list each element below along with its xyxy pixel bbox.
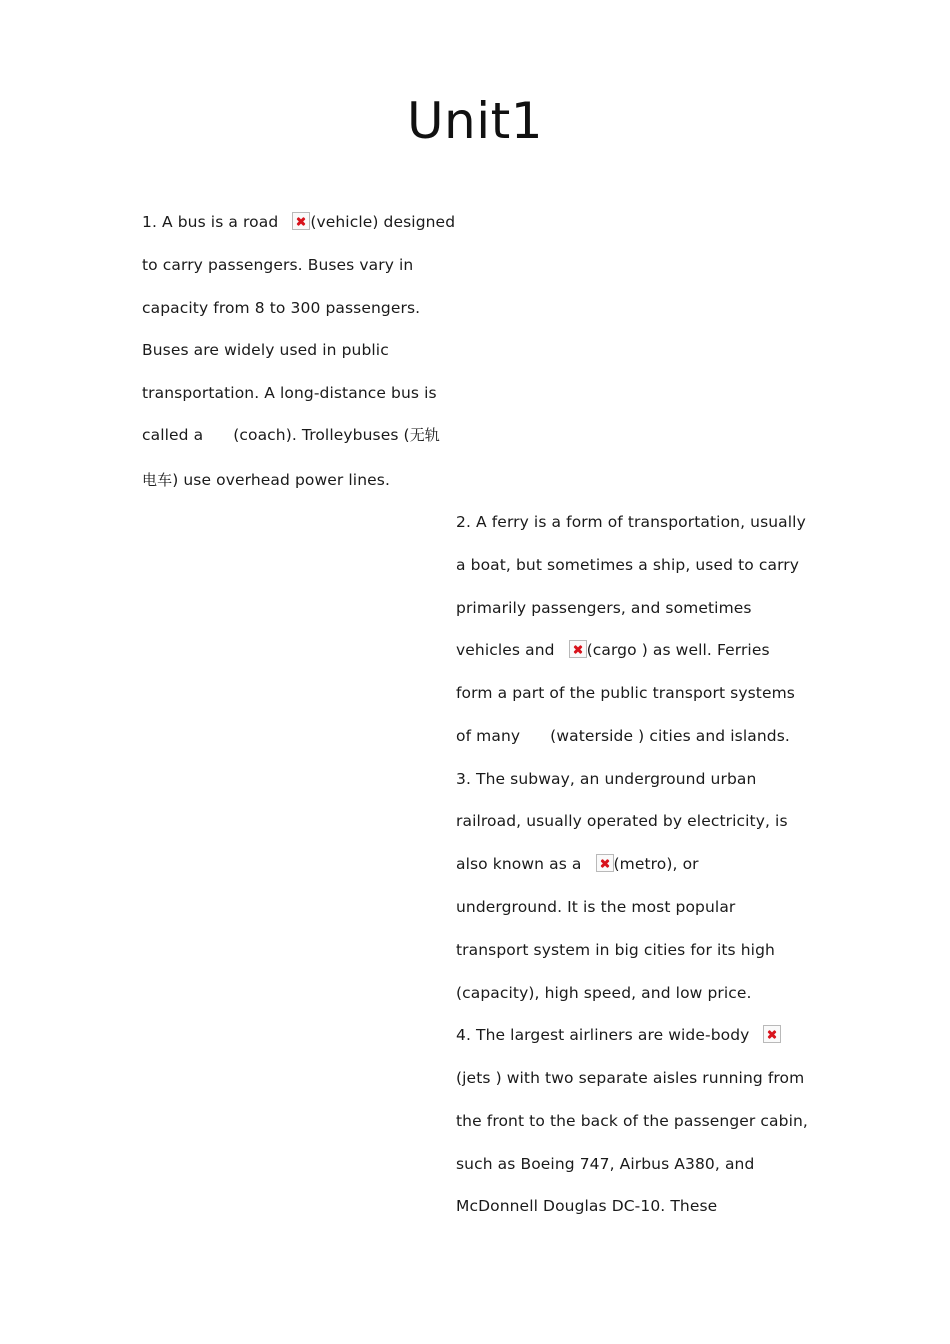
p3-line-4: underground. It is the most popular xyxy=(456,898,736,916)
p2-text: (waterside ) cities and islands. xyxy=(550,727,790,745)
p2-line-1: 2. A ferry is a form of transportation, usually xyxy=(456,513,806,531)
p1-text: called a xyxy=(142,426,204,444)
p3-text: (metro), or xyxy=(613,855,699,873)
p1-line-1 xyxy=(142,212,455,232)
p2-line-4 xyxy=(456,640,770,660)
p1-text: (coach). Trolleybuses ( xyxy=(233,426,410,444)
p4-line-5: McDonnell Douglas DC-10. These xyxy=(456,1197,718,1215)
p2-text: (cargo ) as well. Ferries xyxy=(586,641,770,659)
p2-line-3: primarily passengers, and sometimes xyxy=(456,599,752,617)
p2-line-5: form a part of the public transport systems xyxy=(456,684,795,702)
p4-line-2: (jets ) with two separate aisles running from xyxy=(456,1069,805,1087)
page-title: Unit1 xyxy=(406,92,544,150)
p3-line-3 xyxy=(456,854,699,874)
p1-text: ) use overhead power lines. xyxy=(172,471,390,489)
p1-line-6 xyxy=(142,425,440,445)
p4-line-1 xyxy=(456,1025,781,1045)
p1-cjk-text: 无轨 xyxy=(409,426,440,444)
p4-line-3: the front to the back of the passenger cabin, xyxy=(456,1112,808,1130)
p1-cjk-text: 电车 xyxy=(142,471,173,489)
p2-text: vehicles and xyxy=(456,641,555,659)
p2-line-2: a boat, but sometimes a ship, used to carry xyxy=(456,556,800,574)
p3-line-5: transport system in big cities for its high xyxy=(456,941,775,959)
p1-line-5: transportation. A long-distance bus is xyxy=(142,384,437,402)
p1-line-3: capacity from 8 to 300 passengers. xyxy=(142,299,421,317)
p4-line-4: such as Boeing 747, Airbus A380, and xyxy=(456,1155,755,1173)
p1-line-2: to carry passengers. Buses vary in xyxy=(142,256,414,274)
p2-text: of many xyxy=(456,727,521,745)
p1-text: 1. A bus is a road xyxy=(142,213,279,231)
p2-line-6 xyxy=(456,726,790,746)
p4-text: 4. The largest airliners are wide-body xyxy=(456,1026,750,1044)
p3-text: also known as a xyxy=(456,855,582,873)
p3-line-6: (capacity), high speed, and low price. xyxy=(456,984,752,1002)
p1-text: (vehicle) designed xyxy=(310,213,456,231)
p3-line-2: railroad, usually operated by electricity, is xyxy=(456,812,788,830)
broken-image-icon xyxy=(596,854,614,872)
broken-image-icon xyxy=(569,640,587,658)
p1-line-7 xyxy=(142,470,390,490)
p1-line-4: Buses are widely used in public xyxy=(142,341,389,359)
p3-line-1: 3. The subway, an underground urban xyxy=(456,770,757,788)
broken-image-icon xyxy=(763,1025,781,1043)
broken-image-icon xyxy=(292,212,310,230)
